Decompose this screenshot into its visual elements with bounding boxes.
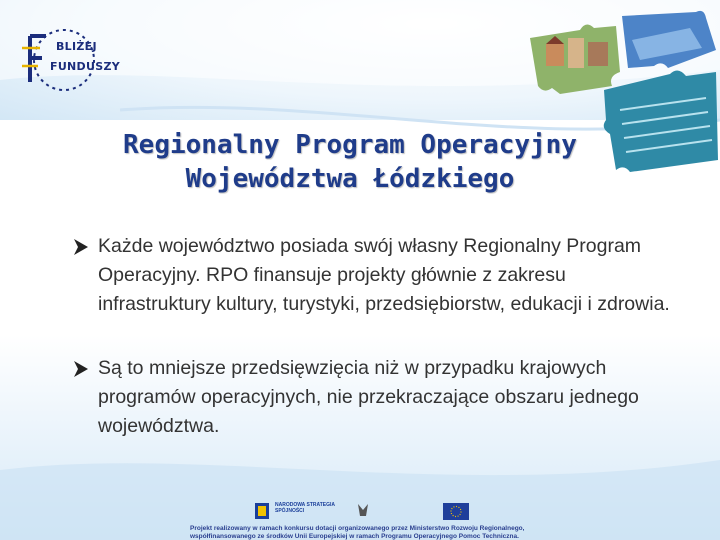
bullet-text-1: Każde województwo posiada swój własny Regionalny Program Operacyjny. RPO finansuje projekty głównie z zakresu infrastruktury kultury, turystyki, przedsiębiorstw, edukacji i zdrowia. <box>98 235 670 315</box>
polish-eagle-icon <box>358 504 368 516</box>
bullet-text-2: Są to mniejsze przedsięwzięcia niż w przypadku krajowych programów operacyjnych, nie przekraczające obszaru jednego województwa. <box>98 357 639 437</box>
eu-flag-icon <box>443 503 469 520</box>
bullet-list <box>72 232 682 476</box>
bullet-item-1 <box>72 232 682 319</box>
blizej-funduszy-logo <box>16 26 120 98</box>
bullet-item-2 <box>72 354 682 441</box>
logo-text-funduszy: FUNDUSZY <box>50 60 120 73</box>
arrow-bullet-icon <box>72 238 90 256</box>
footer-text <box>190 525 710 540</box>
nss-logo <box>255 503 269 519</box>
slide-title <box>60 128 640 196</box>
footer-line-1: Projekt realizowany w ramach konkursu dotacji organizowanego przez Ministerstwo Rozwoju Regionalnego, <box>190 525 525 532</box>
puzzle-piece-town <box>530 24 620 94</box>
slide-title-line-1: Regionalny Program Operacyjny <box>123 130 577 160</box>
nss-logo-label: NARODOWA STRATEGIA SPÓJNOŚCI <box>275 502 335 514</box>
footer-line-2: współfinansowanego ze środków Unii Europejskiej w ramach Programu Operacyjnego Pomoc Techniczna. <box>190 533 519 540</box>
logo-text-blizej: BLIŻEJ <box>56 40 97 53</box>
arrow-bullet-icon <box>72 360 90 378</box>
puzzle-piece-sky <box>622 11 716 68</box>
slide-title-line-2: Województwa Łódzkiego <box>185 164 515 194</box>
